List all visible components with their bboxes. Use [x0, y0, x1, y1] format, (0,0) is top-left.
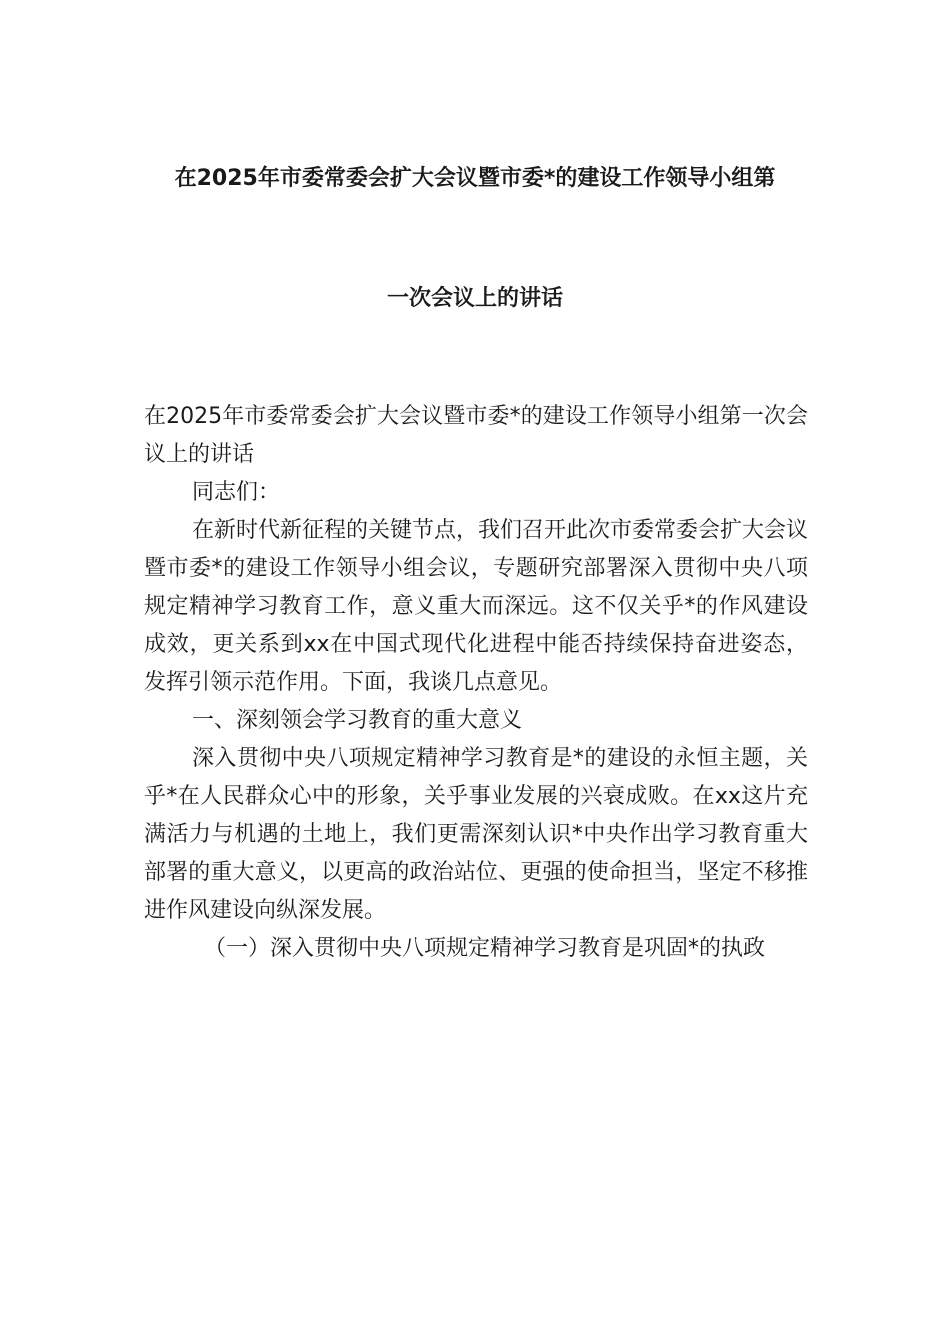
- salutation: 同志们：: [192, 480, 281, 505]
- document-title-line-2: 一次会议上的讲话: [386, 286, 563, 311]
- section-heading-1: 一、深刻领会学习教育的重大意义: [192, 708, 523, 733]
- paragraph-section-1: 深入贯彻中央八项规定精神学习教育是*的建设的永恒主题，关乎*在人民群众心中的形象，关乎事业发展的兴衰成败。在xx这片充满活力与机遇的土地上，我们更需深刻认识*中央作出学习教育重大部署的重大意义，以更高的政治站位、更强的使命担当，坚定不移推进作风建设向纵深发展。: [144, 746, 808, 923]
- document-body: [144, 398, 808, 968]
- document-title-line-1: 在2025年市委常委会扩大会议暨市委*的建设工作领导小组第: [174, 166, 776, 191]
- body-heading-repeat: 在2025年市委常委会扩大会议暨市委*的建设工作领导小组第一次会议上的讲话: [144, 404, 808, 467]
- paragraph-intro: 在新时代新征程的关键节点，我们召开此次市委常委会扩大会议暨市委*的建设工作领导小组会议，专题研究部署深入贯彻中央八项规定精神学习教育工作，意义重大而深远。这不仅关乎*的作风建设成效，更关系到xx在中国式现代化进程中能否持续保持奋进姿态，发挥引领示范作用。下面，我谈几点意见。: [144, 518, 809, 695]
- subsection-heading-1: （一）深入贯彻中央八项规定精神学习教育是巩固*的执政: [204, 936, 766, 961]
